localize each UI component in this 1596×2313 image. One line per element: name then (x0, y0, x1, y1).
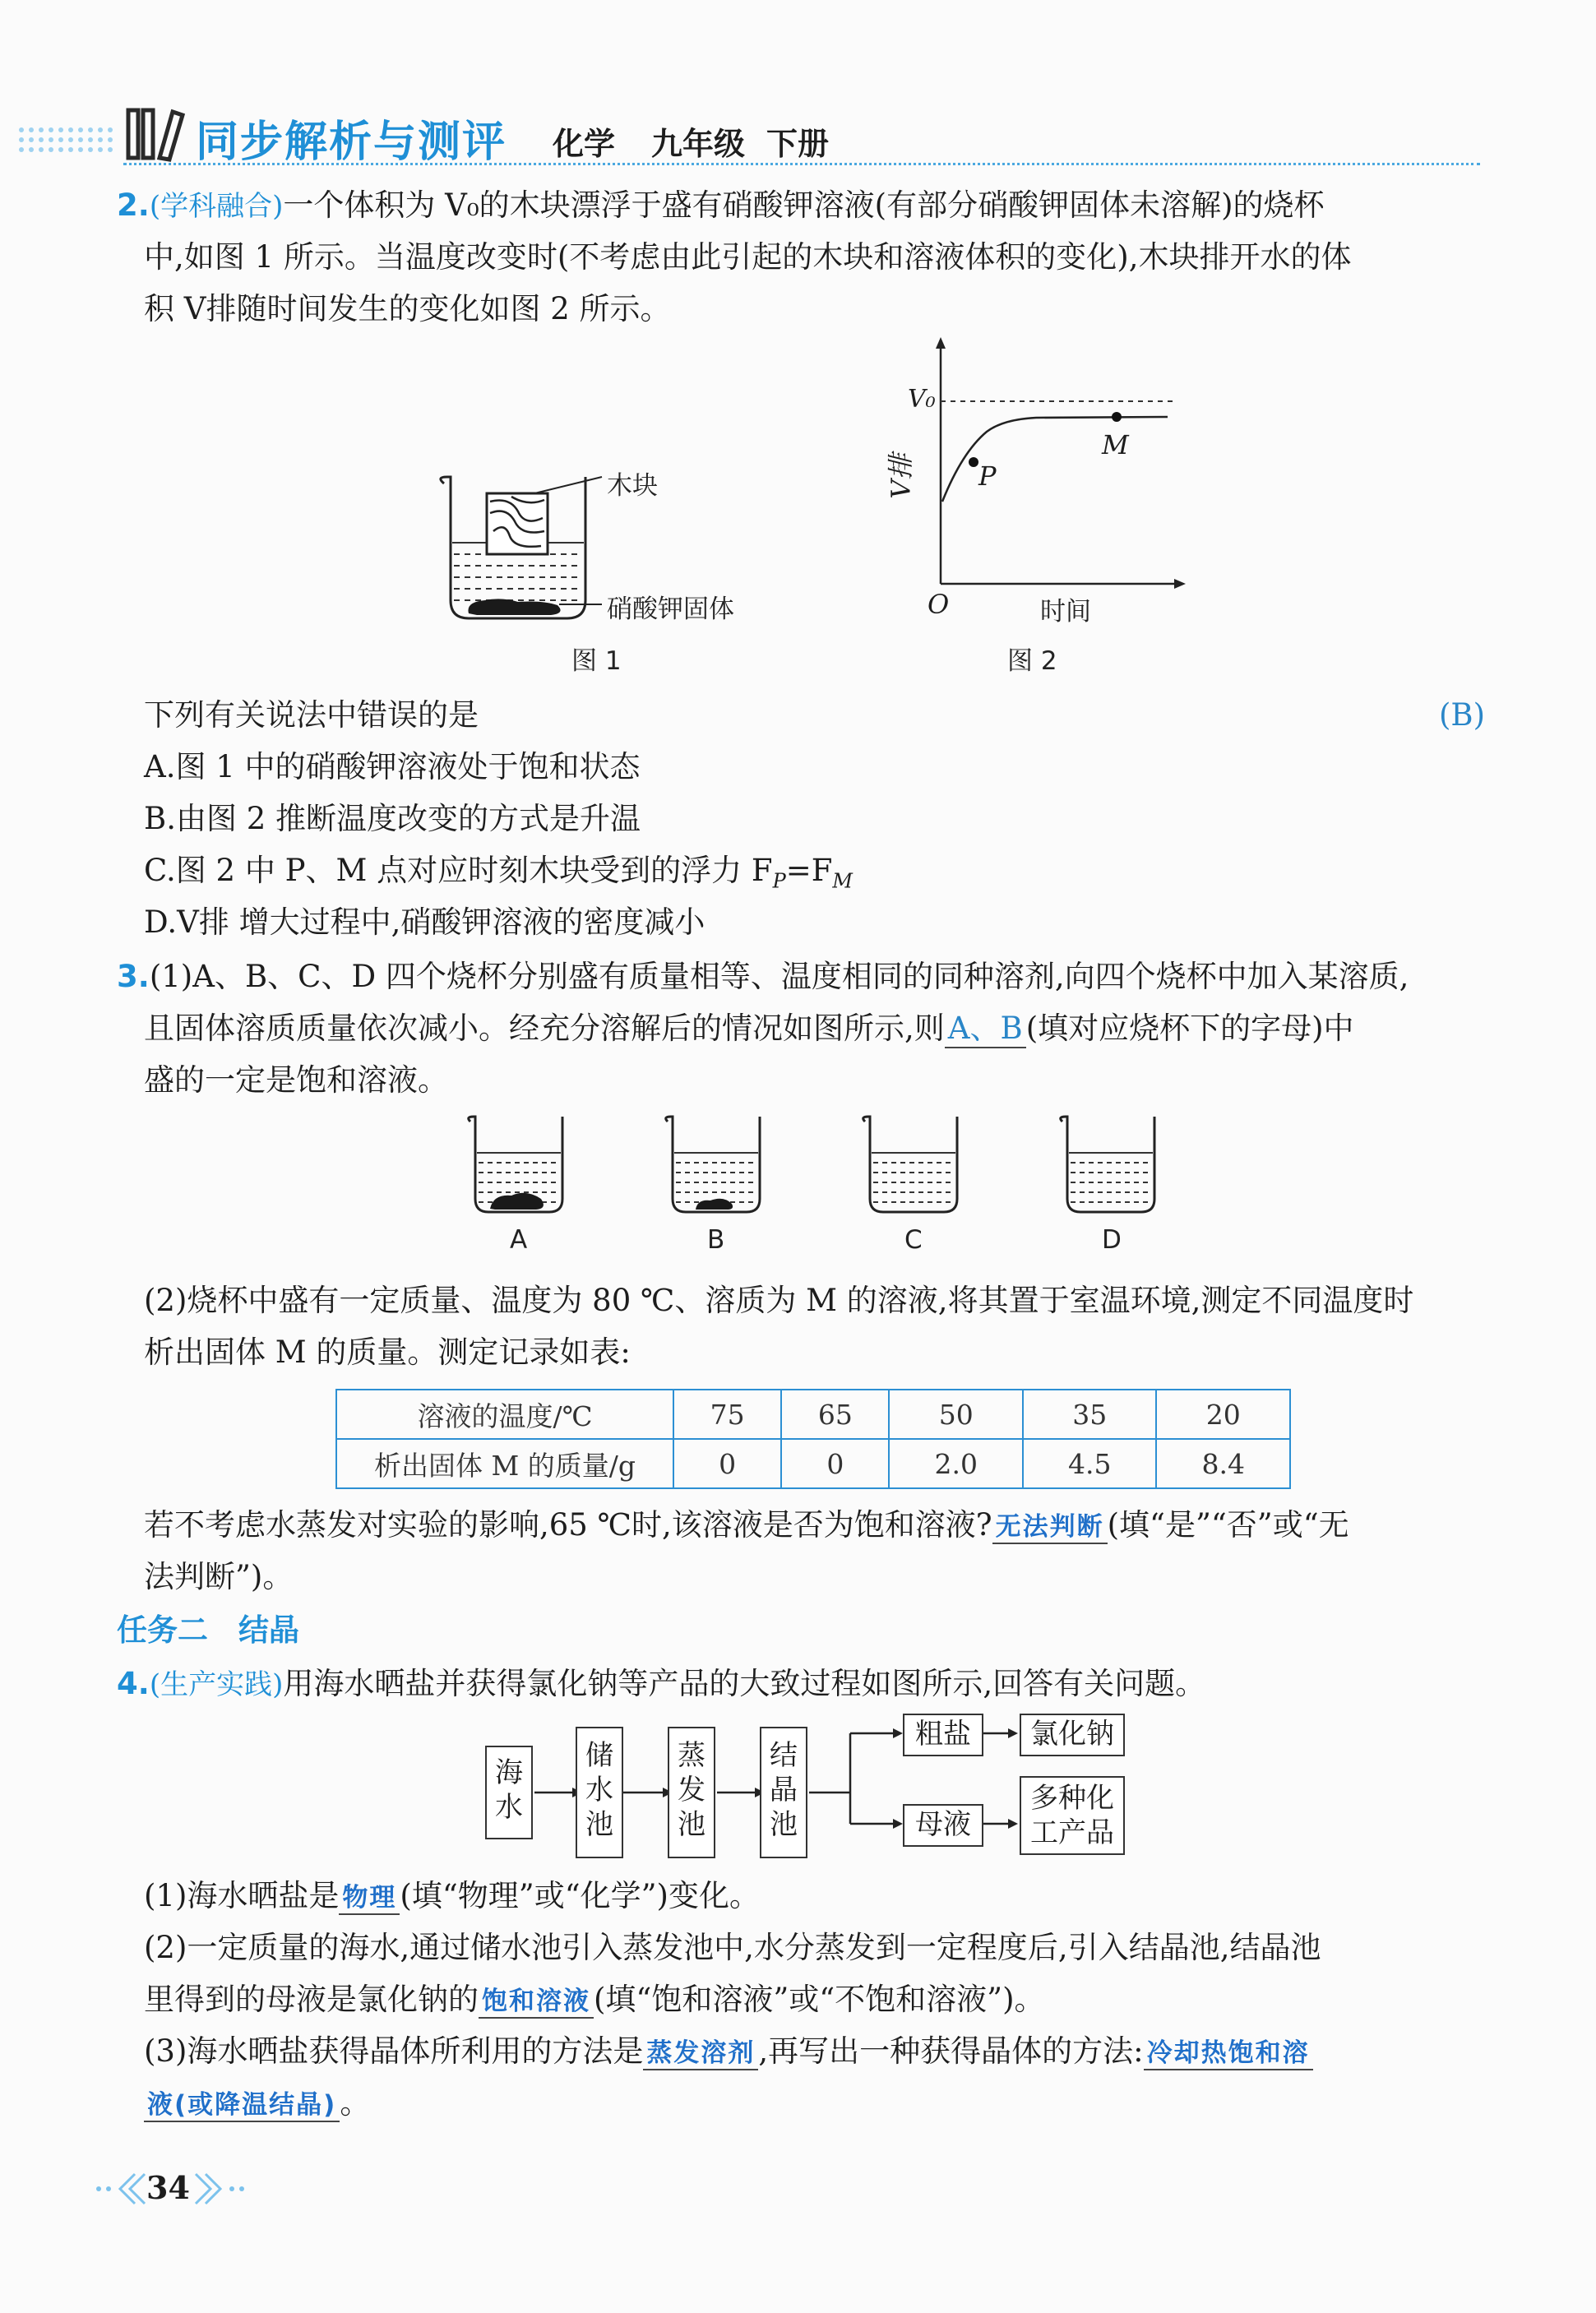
q2-line2: 中,如图 1 所示。当温度改变时(不考虑由此引起的木块和溶液体积的变化),木块排开水的体 (144, 239, 1352, 275)
q2-answer: (B) (1439, 697, 1486, 733)
figure-1-leader-lines (534, 469, 608, 617)
table-header-mass: 析出固体 M 的质量/g (336, 1439, 673, 1488)
beaker-label-d: D (1102, 1225, 1122, 1255)
fig2-y-label: V排 (885, 453, 917, 499)
volume: 下册 (766, 126, 830, 162)
fig2-x-label: 时间 (1040, 597, 1091, 627)
books-icon (123, 105, 189, 163)
beaker-label-b: B (707, 1225, 725, 1255)
table-cell: 65 (781, 1390, 889, 1439)
beaker-label-a: A (510, 1225, 528, 1255)
q3-p1-answer: A、B (945, 1011, 1026, 1048)
q2-line1 (117, 179, 1325, 233)
fig2-origin: O (928, 589, 950, 620)
table-cell: 0 (781, 1439, 889, 1488)
q2-option-d: D.V排 增大过程中,硝酸钾溶液的密度减小 (144, 904, 705, 940)
q2-stem-1: 一个体积为 V₀的木块漂浮于盛有硝酸钾溶液(有部分硝酸钾固体未溶解)的烧杯 (283, 187, 1325, 223)
fig2-v0-label: V₀ (908, 385, 936, 414)
beaker-label-c: C (904, 1225, 923, 1255)
fig2-point-m-label: M (1102, 429, 1129, 460)
fig1-caption: 图 1 (571, 646, 622, 676)
q3-number: 3. (117, 959, 150, 994)
q2-option-c-sub-m: M (832, 869, 853, 893)
header (0, 99, 1596, 173)
flow-storage-pool: 储 水 池 (576, 1727, 623, 1858)
q2-option-a: A.图 1 中的硝酸钾溶液处于饱和状态 (144, 749, 641, 784)
q3-p1-line2b: (填对应烧杯下的字母)中 (1025, 1011, 1354, 1046)
q3-p2-q-b: (填“是”“否”或“无 (1107, 1507, 1349, 1543)
q4-p3-line2 (144, 2077, 370, 2129)
table-cell: 4.5 (1023, 1439, 1157, 1488)
table-cell: 50 (889, 1390, 1023, 1439)
flow-crude-salt: 粗盐 (903, 1714, 983, 1756)
q4-p2-answer: 饱和溶液 (479, 1987, 594, 2019)
table-cell: 8.4 (1156, 1439, 1290, 1488)
q4-line1 (117, 1658, 1205, 1711)
q2-line3: 积 V排随时间发生的变化如图 2 所示。 (144, 291, 671, 326)
table-row (336, 1390, 1290, 1439)
subject: 化学 (553, 126, 616, 162)
header-rule (123, 163, 1480, 165)
flow-seawater: 海 水 (485, 1746, 533, 1839)
beaker-c (860, 1110, 967, 1217)
q3-p2-question-end: 法判断”)。 (144, 1559, 294, 1594)
table-cell: 35 (1023, 1390, 1157, 1439)
fig2-point-p-label: P (978, 460, 997, 492)
q3-line2 (144, 1002, 1354, 1054)
table-cell: 2.0 (889, 1439, 1023, 1488)
q4-p3-answer2a: 冷却热饱和溶 (1144, 2038, 1313, 2070)
q3-p2-line1: (2)烧杯中盛有一定质量、温度为 80 ℃、溶质为 M 的溶液,将其置于室温环境,测定不同温度时 (144, 1283, 1414, 1318)
flow-crystallization-pool: 结 晶 池 (760, 1727, 807, 1858)
q4-tag: (生产实践) (149, 1668, 284, 1701)
beaker-d (1057, 1110, 1164, 1217)
q4-p2-a: 里得到的母液是氯化钠的 (144, 1982, 479, 2017)
beaker-b (663, 1110, 770, 1217)
q2-option-c-text: C.图 2 中 P、M 点对应时刻木块受到的浮力 F (144, 853, 773, 888)
label-wood-block: 木块 (607, 471, 658, 501)
header-dots-decoration (16, 123, 123, 156)
q3-line3: 盛的一定是饱和溶液。 (144, 1062, 448, 1098)
flow-mother-liquor: 母液 (903, 1804, 983, 1847)
table-cell: 20 (1156, 1390, 1290, 1439)
q3-line1 (117, 951, 1409, 1002)
q2-question: 下列有关说法中错误的是 (144, 697, 479, 733)
q3-p2-answer: 无法判断 (992, 1512, 1108, 1544)
table-cell: 75 (673, 1390, 781, 1439)
q4-p3-answer2b: 液(或降温结晶) (144, 2090, 340, 2122)
q4-p3-b: ,再写出一种获得晶体的方法: (758, 2033, 1144, 2069)
flow-chemical-products: 多种化 工产品 (1020, 1776, 1125, 1855)
page-number: 34 (146, 2169, 190, 2206)
q3-data-table (335, 1389, 1291, 1489)
point-m (1112, 412, 1122, 422)
flow-evaporation-pool: 蒸 发 池 (668, 1727, 715, 1858)
q3-p2-q-a: 若不考虑水蒸发对实验的影响,65 ℃时,该溶液是否为饱和溶液? (144, 1507, 992, 1543)
q2-option-b: B.由图 2 推断温度改变的方式是升温 (144, 801, 641, 836)
q4-p1-answer: 物理 (339, 1883, 400, 1915)
q4-p3-line1 (144, 2025, 1313, 2077)
q4-number: 4. (117, 1666, 150, 1701)
q2-tag: (学科融合) (149, 190, 284, 223)
q4-p2-line2 (144, 1973, 1045, 2025)
q4-stem: 用海水晒盐并获得氯化钠等产品的大致过程如图所示,回答有关问题。 (283, 1666, 1206, 1701)
series-title: 同步解析与测评 (196, 118, 507, 167)
point-p (969, 457, 978, 467)
q4-p2-b: (填“饱和溶液”或“不饱和溶液”)。 (594, 1982, 1045, 2017)
q4-p3-answer1: 蒸发溶剂 (643, 2038, 758, 2070)
q2-option-c-eq: =F (785, 853, 833, 888)
q4-p3-a: (3)海水晒盐获得晶体所利用的方法是 (144, 2033, 644, 2069)
grade: 九年级 (651, 126, 746, 162)
q4-p3-end: 。 (340, 2085, 371, 2121)
q4-p2-line1: (2)一定质量的海水,通过储水池引入蒸发池中,水分蒸发到一定程度后,引入结晶池,结晶池 (144, 1930, 1321, 1965)
fig2-caption: 图 2 (1007, 646, 1057, 676)
flow-sodium-chloride: 氯化钠 (1020, 1714, 1125, 1756)
q3-p2-question (144, 1499, 1349, 1551)
table-cell: 0 (673, 1439, 781, 1488)
figure-2-graph (929, 337, 1200, 600)
q2-number: 2. (117, 187, 150, 223)
section-title: 任务二 结晶 (117, 1612, 299, 1648)
beaker-a (465, 1110, 572, 1217)
table-header-temperature: 溶液的温度/℃ (336, 1390, 673, 1439)
q4-p1 (144, 1870, 760, 1922)
q3-p1-line1: (1)A、B、C、D 四个烧杯分别盛有质量相等、温度相同的同种溶剂,向四个烧杯中加入某溶质, (149, 959, 1409, 994)
label-kno3-solid: 硝酸钾固体 (607, 594, 734, 624)
table-row (336, 1439, 1290, 1488)
q2-option-c-sub-p: P (772, 869, 786, 893)
q4-p1-a: (1)海水晒盐是 (144, 1878, 340, 1913)
q4-p1-b: (填“物理”或“化学”)变化。 (400, 1878, 760, 1913)
q3-p2-line2: 析出固体 M 的质量。测定记录如表: (144, 1335, 631, 1370)
q3-p1-line2a: 且固体溶质质量依次减小。经充分溶解后的情况如图所示,则 (144, 1011, 945, 1046)
